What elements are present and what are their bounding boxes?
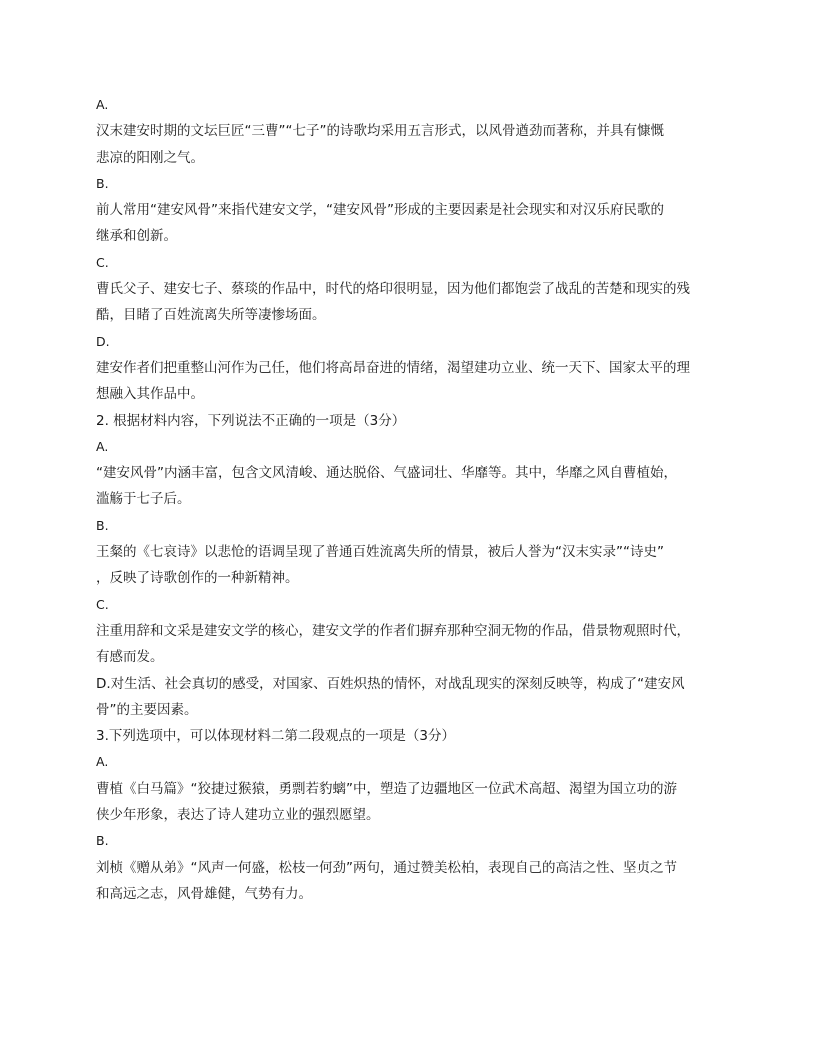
option-label: B. [96, 175, 109, 191]
option-text-line: D.对生活、社会真切的感受，对国家、百姓炽热的情怀，对战乱现实的深刻反映等，构成了“建安风 [96, 675, 685, 692]
option-text-line: 曹植《白马篇》“狡捷过猴猿，勇剽若豹螭”中，塑造了边疆地区一位武术高超、渴望为国立功的游 [96, 780, 677, 797]
q2-option-c [96, 592, 720, 671]
option-text-line: 继承和创新。 [96, 228, 177, 245]
option-text-line: 刘桢《赠从弟》“风声一何盛，松枝一何劲”两句，通过赞美松柏，表现自己的高洁之性、坚贞之节 [96, 859, 677, 876]
option-label: B. [96, 517, 109, 533]
option-text-line: 骨”的主要因素。 [96, 701, 198, 718]
question-3-title: 3.下列选项中，可以体现材料二第二段观点的一项是（3分） [96, 728, 455, 745]
option-text-line: 滥觞于七子后。 [96, 491, 191, 508]
option-text-line: 建安作者们把重整山河作为己任，他们将高昂奋进的情绪，渴望建功立业、统一天下、国家太平的理 [96, 359, 690, 376]
option-text-line: 悲凉的阳刚之气。 [96, 149, 204, 166]
option-label: A. [96, 754, 109, 770]
option-label: A. [96, 438, 109, 454]
q3-option-b [96, 828, 720, 907]
option-text-line: 想融入其作品中。 [96, 386, 204, 403]
q1-option-b [96, 171, 720, 250]
q1-option-d [96, 329, 720, 408]
q2-option-d [96, 671, 720, 724]
question-2-title: 2. 根据材料内容，下列说法不正确的一项是（3分） [96, 412, 406, 429]
option-text-line: 和高远之志，风骨雄健，气势有力。 [96, 885, 312, 902]
option-text-line: 王粲的《七哀诗》以悲怆的语调呈现了普通百姓流离失所的情景，被后人誉为“汉末实录”“诗史” [96, 544, 664, 561]
q3-option-a [96, 749, 720, 828]
option-text-line: 侠少年形象，表达了诗人建功立业的强烈愿望。 [96, 807, 380, 824]
option-text-line: “建安风骨”内涵丰富，包含文风清峻、通达脱俗、气盛词壮、华靡等。其中，华靡之风自曹植始， [96, 465, 677, 482]
q1-option-a [96, 92, 720, 171]
option-label: D. [96, 333, 110, 349]
option-label: C. [96, 254, 109, 270]
option-label: C. [96, 596, 109, 612]
option-label: A. [96, 97, 109, 112]
option-label: B. [96, 833, 109, 849]
option-text-line: 注重用辞和文采是建安文学的核心，建安文学的作者们摒弃那种空洞无物的作品，借景物观照时代， [96, 622, 690, 639]
q1-option-c [96, 250, 720, 329]
q2-option-a [96, 434, 720, 513]
option-text-line: 前人常用“建安风骨”来指代建安文学，“建安风骨”形成的主要因素是社会现实和对汉乐府民歌的 [96, 202, 664, 219]
option-text-line: 汉末建安时期的文坛巨匠“三曹”“七子”的诗歌均采用五言形式，以风骨遒劲而著称，并具有慷慨 [96, 123, 664, 140]
q2-option-b [96, 513, 720, 592]
option-text-line: ，反映了诗歌创作的一种新精神。 [96, 570, 299, 587]
document-page [96, 92, 720, 907]
option-text-line: 曹氏父子、建安七子、蔡琰的作品中，时代的烙印很明显，因为他们都饱尝了战乱的苦楚和现实的残 [96, 281, 690, 298]
option-text-line: 有感而发。 [96, 649, 164, 666]
option-text-line: 酷，目睹了百姓流离失所等凄惨场面。 [96, 307, 326, 324]
